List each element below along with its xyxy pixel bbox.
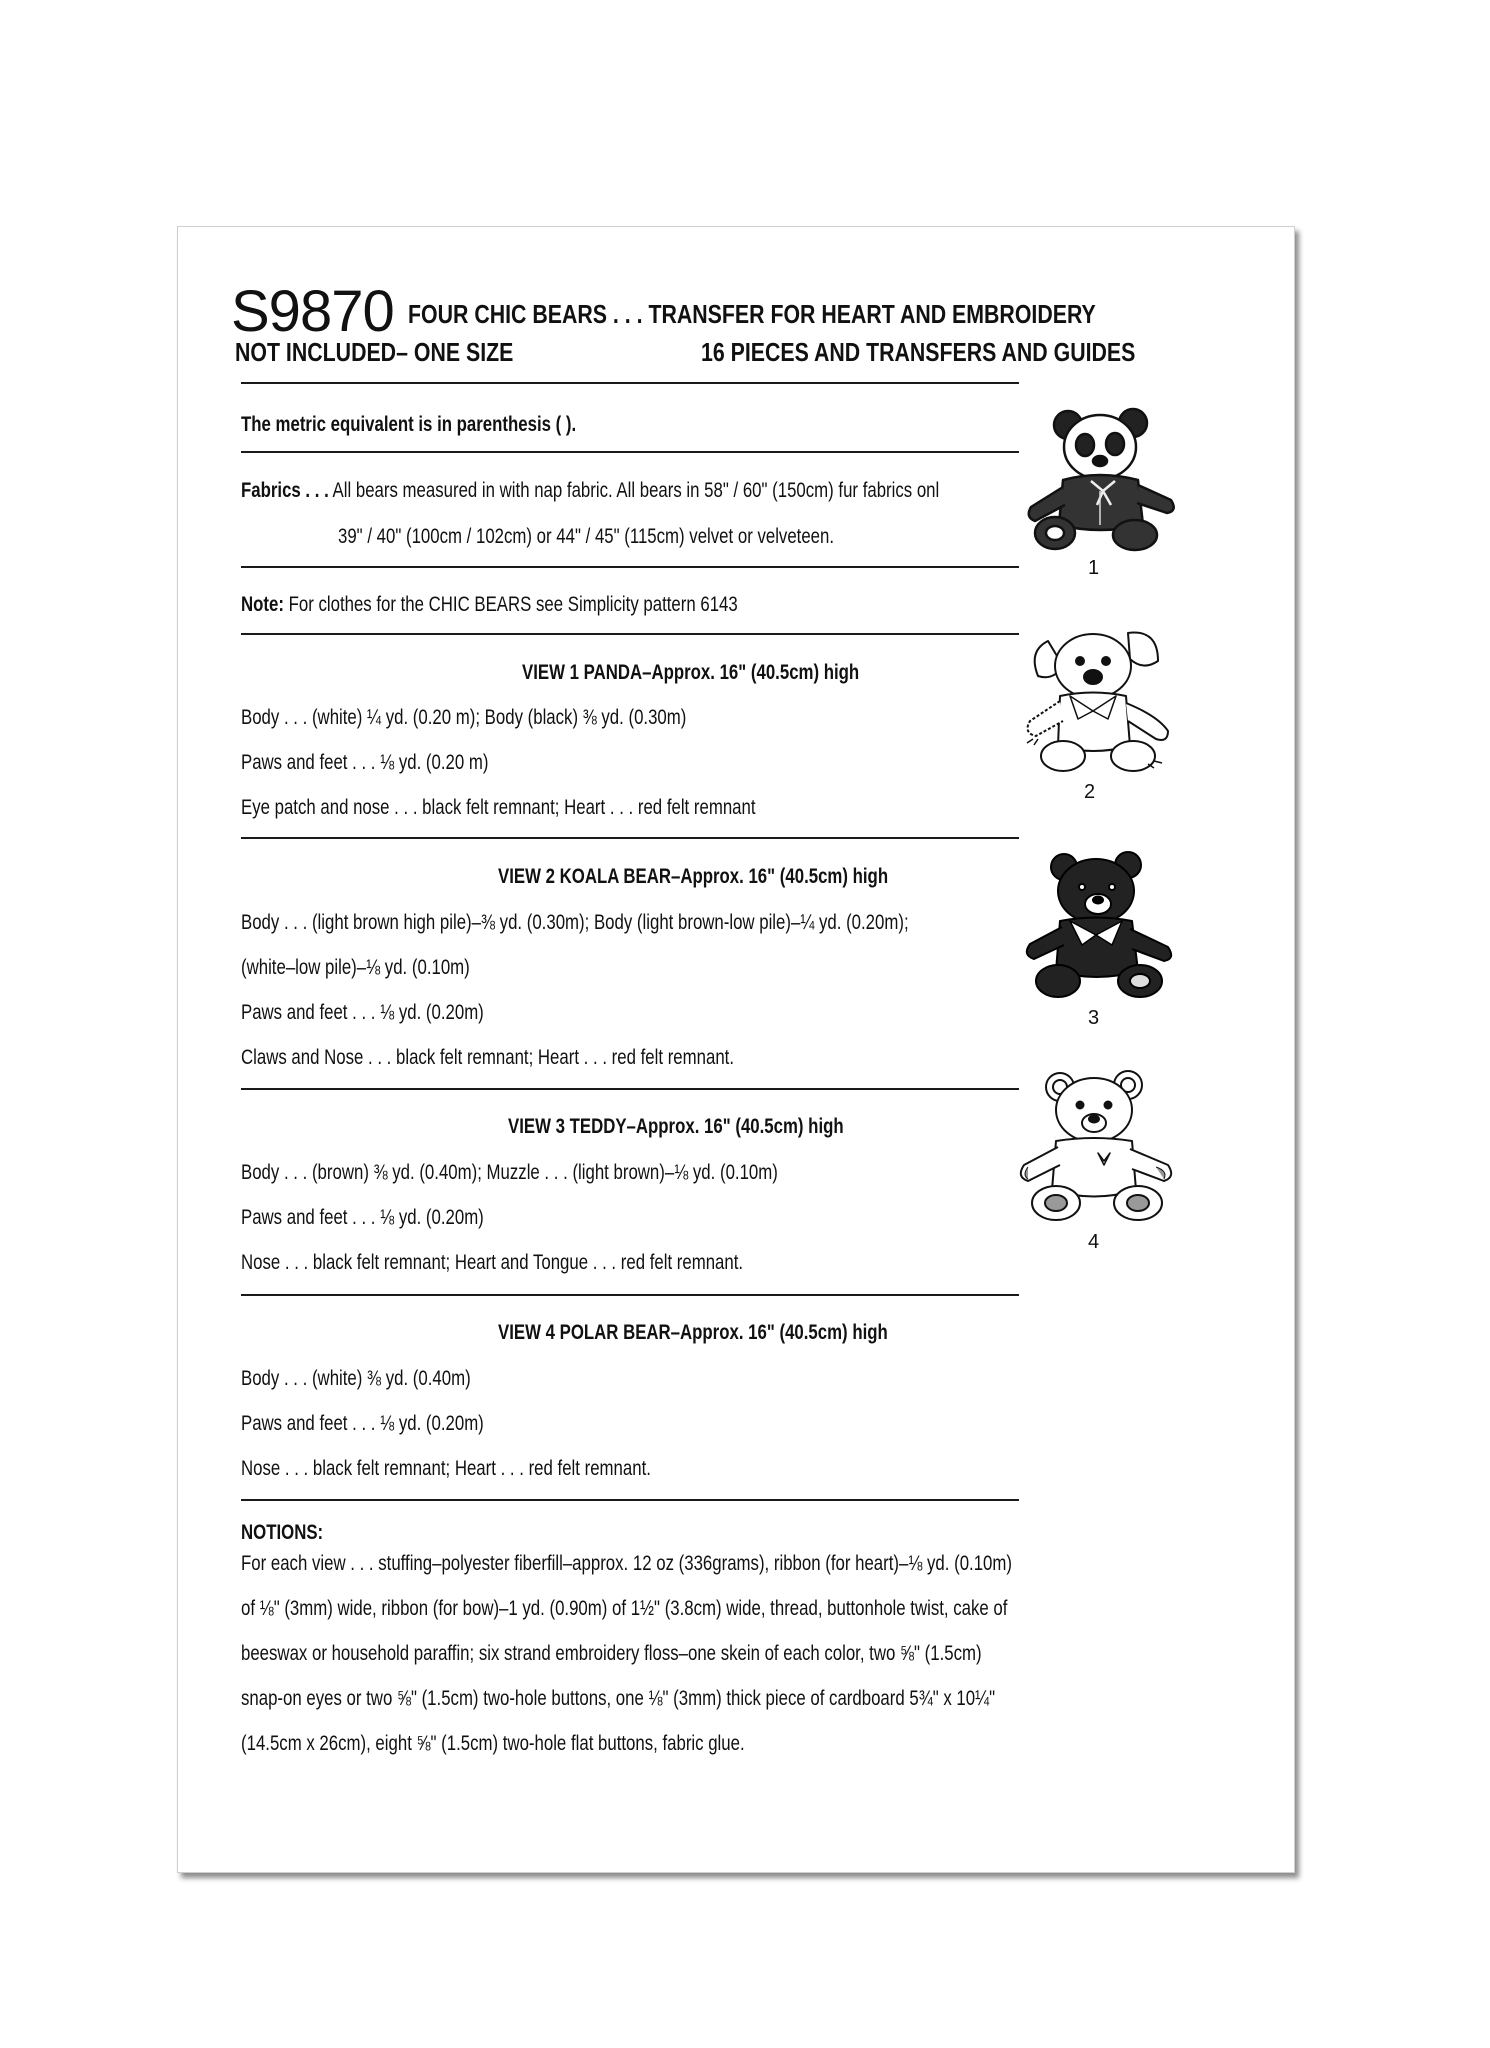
view-line: Claws and Nose . . . black felt remnant; Heart . . . red felt remnant. bbox=[241, 1046, 735, 1069]
view-4-line-wrap bbox=[241, 1367, 528, 1391]
polar-bear-icon bbox=[1016, 1065, 1191, 1235]
view-2-line-wrap bbox=[241, 1001, 544, 1025]
view-line: Nose . . . black felt remnant; Heart and Tongue . . . red felt remnant. bbox=[241, 1251, 744, 1274]
view-line: (white–low pile)–⅛ yd. (0.10m) bbox=[241, 956, 470, 979]
divider bbox=[241, 1294, 1019, 1296]
title-line-1-wrap bbox=[408, 299, 1247, 330]
view-line: Body . . . (white) ¼ yd. (0.20 m); Body (black) ⅜ yd. (0.30m) bbox=[241, 706, 687, 729]
notions-line: (14.5cm x 26cm), eight ⅝" (1.5cm) two-hole flat buttons, fabric glue. bbox=[241, 1732, 745, 1755]
notions-line-wrap bbox=[241, 1687, 1184, 1711]
title-line-2-right-wrap bbox=[701, 337, 1231, 368]
divider bbox=[241, 633, 1019, 635]
note-label: Note: bbox=[241, 593, 284, 616]
notions-heading-wrap bbox=[241, 1521, 344, 1545]
divider bbox=[241, 1088, 1019, 1090]
view-line: Paws and feet . . . ⅛ yd. (0.20m) bbox=[241, 1001, 484, 1024]
illustration-number: 4 bbox=[1088, 1231, 1100, 1253]
title-line-2-left-wrap bbox=[235, 337, 574, 368]
illustration-number: 2 bbox=[1084, 781, 1096, 803]
notions-line-wrap bbox=[241, 1642, 1167, 1666]
view-line: Body . . . (brown) ⅜ yd. (0.40m); Muzzle . . . (light brown)–⅛ yd. (0.10m) bbox=[241, 1161, 778, 1184]
view-heading: VIEW 3 TEDDY–Approx. 16" (40.5cm) high bbox=[508, 1115, 844, 1138]
view-3-line-wrap bbox=[241, 1161, 912, 1185]
metric-note-wrap bbox=[241, 413, 660, 437]
view-2-heading-wrap bbox=[498, 865, 986, 889]
view-1-line-wrap bbox=[241, 751, 550, 775]
view-2-line-wrap bbox=[241, 911, 1076, 935]
metric-note: The metric equivalent is in parenthesis ( ). bbox=[241, 413, 577, 436]
notions-line: snap-on eyes or two ⅝" (1.5cm) two-hole buttons, one ⅛" (3mm) thick piece of cardboard 5¾" x 10¼" bbox=[241, 1687, 996, 1710]
fabrics-line-2-wrap bbox=[338, 525, 958, 549]
fabrics-label: Fabrics . . . bbox=[241, 479, 329, 502]
teddy-bear-icon bbox=[1020, 849, 1190, 1009]
view-3-line-wrap bbox=[241, 1251, 869, 1275]
notions-line-wrap bbox=[241, 1732, 871, 1756]
view-3-heading-wrap bbox=[508, 1115, 928, 1139]
pattern-code: S9870 bbox=[231, 279, 394, 344]
view-3-line-wrap bbox=[241, 1206, 544, 1230]
view-2-line-wrap bbox=[241, 956, 527, 980]
view-line: Paws and feet . . . ⅛ yd. (0.20 m) bbox=[241, 751, 489, 774]
fabrics-line-1: All bears measured in with nap fabric. All bears in 58" / 60" (150cm) fur fabrics onl bbox=[328, 479, 940, 502]
illustration-number: 3 bbox=[1088, 1007, 1100, 1029]
view-line: Eye patch and nose . . . black felt remnant; Heart . . . red felt remnant bbox=[241, 796, 756, 819]
notions-line: of ⅛" (3mm) wide, ribbon (for bow)–1 yd. (0.90m) of 1½" (3.8cm) wide, thread, buttonhole twist, cake of bbox=[241, 1597, 1008, 1620]
divider bbox=[241, 382, 1019, 384]
view-heading: VIEW 4 POLAR BEAR–Approx. 16" (40.5cm) high bbox=[498, 1321, 888, 1344]
view-2-line-wrap bbox=[241, 1046, 857, 1070]
divider bbox=[241, 837, 1019, 839]
notions-line: For each view . . . stuffing–polyester fiberfill–approx. 12 oz (336grams), ribbon (for heart)–⅛ yd. (0.10m) bbox=[241, 1552, 1012, 1575]
view-1-line-wrap bbox=[241, 796, 884, 820]
view-heading: VIEW 2 KOALA BEAR–Approx. 16" (40.5cm) high bbox=[498, 865, 889, 888]
koala-bear-icon bbox=[1018, 621, 1188, 791]
notions-line-wrap bbox=[241, 1552, 1205, 1576]
fabrics-line-2: 39" / 40" (100cm / 102cm) or 44" / 45" (115cm) velvet or velveteen. bbox=[338, 525, 835, 548]
divider bbox=[241, 1499, 1019, 1501]
view-heading: VIEW 1 PANDA–Approx. 16" (40.5cm) high bbox=[522, 661, 860, 684]
notions-heading: NOTIONS: bbox=[241, 1521, 324, 1544]
view-4-line-wrap bbox=[241, 1412, 544, 1436]
note-body: For clothes for the CHIC BEARS see Simplicity pattern 6143 bbox=[283, 593, 738, 616]
pattern-sheet bbox=[177, 226, 1295, 1873]
title-line-2-left: NOT INCLUDED– ONE SIZE bbox=[235, 337, 514, 367]
view-line: Paws and feet . . . ⅛ yd. (0.20m) bbox=[241, 1412, 484, 1435]
title-line-2-right: 16 PIECES AND TRANSFERS AND GUIDES bbox=[701, 337, 1136, 367]
view-line: Nose . . . black felt remnant; Heart . . . red felt remnant. bbox=[241, 1457, 651, 1480]
divider bbox=[241, 566, 1019, 568]
view-line: Body . . . (light brown high pile)–⅜ yd. (0.30m); Body (light brown-low pile)–¼ yd. (0.20m); bbox=[241, 911, 909, 934]
view-line: Body . . . (white) ⅜ yd. (0.40m) bbox=[241, 1367, 471, 1390]
panda-bear-icon bbox=[1023, 395, 1183, 555]
view-4-line-wrap bbox=[241, 1457, 753, 1481]
divider bbox=[241, 451, 1019, 453]
view-4-heading-wrap bbox=[498, 1321, 985, 1345]
illustration-number: 1 bbox=[1088, 557, 1100, 579]
note-text bbox=[241, 593, 738, 617]
note-wrap bbox=[241, 593, 862, 617]
fabrics-line-1-text bbox=[241, 479, 939, 503]
view-1-heading-wrap bbox=[522, 661, 944, 685]
view-line: Paws and feet . . . ⅛ yd. (0.20m) bbox=[241, 1206, 484, 1229]
title-line-1: FOUR CHIC BEARS . . . TRANSFER FOR HEART AND EMBROIDERY bbox=[408, 299, 1096, 329]
view-1-line-wrap bbox=[241, 706, 798, 730]
notions-line-wrap bbox=[241, 1597, 1199, 1621]
notions-line: beeswax or household paraffin; six strand embroidery floss–one skein of each color, two ⅝" (1.5cm) bbox=[241, 1642, 982, 1665]
